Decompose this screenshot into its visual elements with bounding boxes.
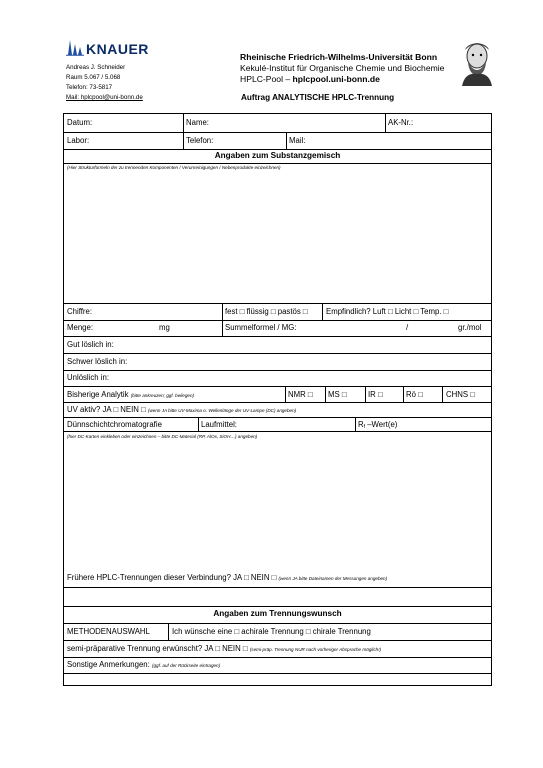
ir-checkbox[interactable]: IR □ [368,390,383,399]
kekule-portrait-image [459,40,495,86]
institution-line3-prefix: HPLC-Pool – [240,74,291,84]
contact-phone: Telefon: 73-5817 [66,84,113,91]
methodenauswahl-label: METHODENAUSWAHL [67,627,150,636]
mail-label: Mail: [289,136,306,145]
state-options[interactable]: fest □ flüssig □ pastös □ [225,307,308,316]
institution-line3 [240,74,380,85]
knauer-logo-text: KNAUER [86,41,149,57]
method-choice[interactable]: Ich wünsche eine □ achirale Trennung □ chirale Trennung [172,627,371,636]
contact-name: Andreas J. Schneider [66,64,126,71]
bisherige-hint: (bitte ankreuzen; ggf. beilegen) [130,393,195,398]
ak-nr-label: AK-Nr.: [388,118,414,127]
unloeslich-label: Unlöslich in: [67,373,110,382]
contact-mail-link[interactable]: Mail: hplcpool@uni-bonn.de [66,94,143,101]
contact-mail[interactable] [66,93,143,103]
dc-label: Dünnschichtchromatografie [67,420,162,429]
rf-rest: –Wert(e) [365,420,398,429]
schwer-loeslich-label: Schwer löslich in: [67,357,128,366]
chns-checkbox[interactable]: CHNS □ [446,390,475,399]
knauer-logo-icon [66,38,84,56]
semi-hint: (semi-präp. Trennung NUR nach vorheriger Absprache möglich!) [249,647,382,652]
sonstige-label: Sonstige Anmerkungen: [67,660,150,669]
fruehere-label[interactable]: Frühere HPLC-Trennungen dieser Verbindung? JA □ NEIN □ [67,573,277,582]
institution-title: Rheinische Friedrich-Wilhelms-Universität Bonn [240,52,438,62]
institution-url[interactable]: hplcpool.uni-bonn.de [292,74,380,84]
rf-r: R [358,420,364,429]
semi-row[interactable] [67,644,381,653]
labor-label: Labor: [67,136,90,145]
ms-checkbox[interactable]: MS □ [328,390,347,399]
nmr-checkbox[interactable]: NMR □ [288,390,313,399]
semi-label[interactable]: semi-präparative Trennung erwünscht? JA □ NEIN □ [67,644,248,653]
sensitivity-options[interactable]: Empfindlich? Luft □ Licht □ Temp. □ [326,307,449,316]
mg-unit: mg [159,323,170,332]
rf-subscript: f [363,424,366,430]
sonstige-row [67,660,220,669]
uv-row[interactable] [67,405,296,414]
bisherige-analytik [67,390,194,399]
slash-separator: / [406,323,409,332]
section-separation-title: Angaben zum Trennungswunsch [213,609,342,618]
rf-label [358,420,397,430]
order-form [63,113,492,686]
sonstige-hint: (ggf. auf der Rückseite eintragen) [151,663,221,668]
summenformel-label: Summelformel / MG: [225,323,297,332]
telefon-label: Telefon: [186,136,214,145]
order-title: Auftrag ANALYTISCHE HPLC-Trennung [241,93,395,102]
bisherige-label: Bisherige Analytik [67,390,129,399]
structure-hint: (Hier Strukturformeln der zu trennenden Komponenten / Verunreinigungen / Nebenprodukte einzeichnen) [67,165,281,170]
fruehere-row[interactable] [67,573,387,582]
menge-label: Menge: [67,323,94,332]
roe-checkbox[interactable]: Rö □ [406,390,423,399]
datum-label: Datum: [67,118,93,127]
dc-hint: (hier DC-Karten einkleben oder einzeichnen – bitte DC-Material (RP, AlOx, SiOH…) angeben) [67,434,258,439]
institution-line2: Kekulé-Institut für Organische Chemie und Biochemie [240,63,445,73]
fruehere-hint: (wenn JA bitte Dateinamen der Messungen angeben) [278,576,388,581]
contact-room: Raum 5.067 / 5.068 [66,74,121,81]
laufmittel-label: Laufmittel: [201,420,237,429]
uv-hint: (wenn JA bitte UV-Maxima o. Wellenlänge der UV-Lampe (DC) angeben) [147,408,297,413]
grmol-unit: gr./mol [458,323,482,332]
gut-loeslich-label: Gut löslich in: [67,340,114,349]
section-substance-title: Angaben zum Substanzgemisch [214,151,341,160]
uv-label[interactable]: UV aktiv? JA □ NEIN □ [67,405,146,414]
chiffre-label: Chiffre: [67,307,92,316]
name-label: Name: [186,118,209,127]
